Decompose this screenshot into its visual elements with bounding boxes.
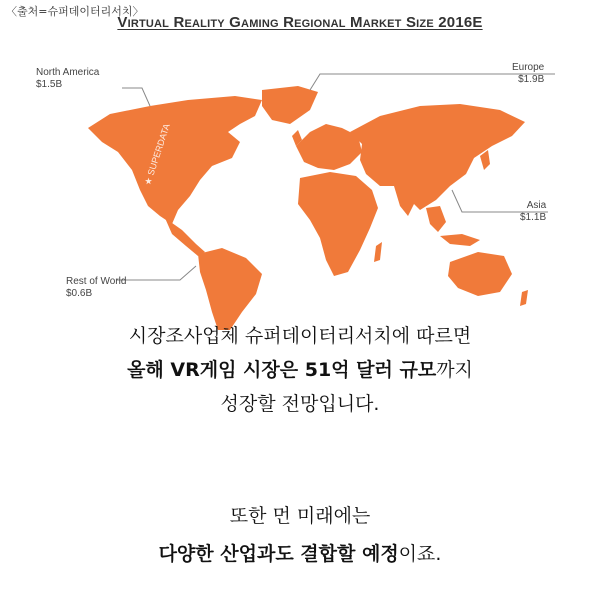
region-name: Asia: [526, 200, 547, 211]
caption-paragraph-1: [0, 322, 600, 418]
caption-text: 까지: [436, 359, 473, 381]
continent-indonesia: [440, 234, 480, 246]
region-value: $1.1B: [520, 212, 547, 223]
region-value: $1.9B: [518, 74, 545, 85]
superdata-watermark: ★ SUPERDATA: [142, 122, 172, 187]
leader-rest-of-world: [116, 266, 196, 280]
continent-madagascar: [374, 242, 382, 262]
region-value: $0.6B: [66, 288, 93, 299]
continent-se-asia: [426, 206, 446, 232]
continent-india: [394, 186, 416, 216]
source-note: 〈출처=슈퍼데이터리서치〉: [6, 5, 144, 18]
region-name: North America: [36, 67, 100, 78]
caption-line: 시장조사업체 슈퍼데이터리서치에 따르면: [128, 325, 472, 347]
region-label-rest-of-world: [66, 276, 126, 300]
caption-line: [0, 540, 600, 568]
region-label-north-america: [36, 67, 99, 91]
region-label-europe: [512, 62, 544, 86]
continents: [88, 86, 528, 330]
continent-asia: [350, 104, 525, 210]
caption-highlight: 올해 VR게임 시장은 51억 달러 규모: [127, 359, 437, 381]
caption-paragraph-2: [0, 502, 600, 568]
world-map: [0, 40, 600, 330]
continent-africa: [298, 172, 378, 276]
caption-text: 이죠.: [398, 543, 442, 565]
continent-new-zealand: [520, 290, 528, 306]
caption-highlight: 다양한 산업과도 결합할 예정: [158, 543, 399, 565]
caption-line: [0, 356, 600, 384]
continent-south-america: [198, 248, 262, 330]
continent-north-america: [88, 96, 262, 224]
continent-australia: [448, 252, 512, 296]
region-name: Rest of World: [66, 276, 127, 287]
continent-greenland: [262, 86, 318, 124]
caption-line: 또한 먼 미래에는: [229, 505, 371, 527]
region-value: $1.5B: [36, 79, 63, 90]
caption-line: 성장할 전망입니다.: [220, 393, 380, 415]
leader-north-america: [122, 88, 150, 106]
region-name: Europe: [512, 62, 545, 73]
region-label-asia: [520, 200, 546, 224]
continent-central-america: [165, 218, 205, 256]
chart-title: Virtual Reality Gaming Regional Market Size 2016E: [117, 14, 483, 31]
